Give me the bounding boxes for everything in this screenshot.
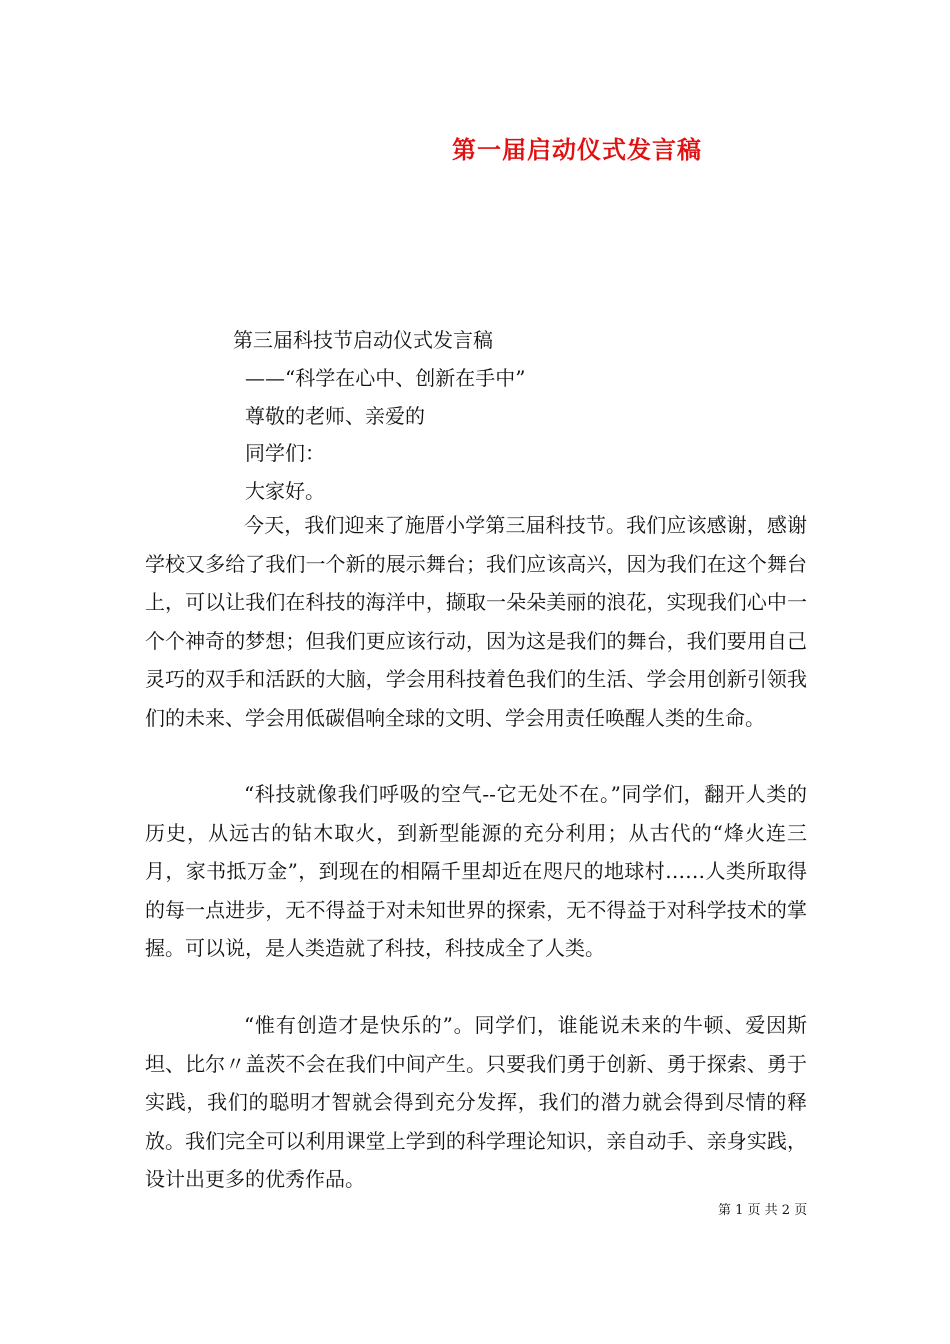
- body-paragraph-3: “惟有创造才是快乐的”。同学们，谁能说未来的牛顿、爱因斯坦、比尔〃盖茨不会在我们中间产生。只要我们勇于创新、勇于探索、勇于实践，我们的聪明才智就会得到充分发挥，我们的潜力就会得到尽情的释放。我们完全可以利用课堂上学到的科学理论知识，亲自动手、亲身实践，设计出更多的优秀作品。: [145, 1013, 807, 1191]
- salutation-line-2: 同学们：: [245, 441, 325, 465]
- page-number-footer: 第 1 页 共 2 页: [718, 1203, 808, 1218]
- speech-heading: 第三届科技节启动仪式发言稿: [233, 328, 493, 352]
- salutation-line-1: 尊敬的老师、亲爱的: [245, 404, 425, 428]
- body-paragraph-2: “科技就像我们呼吸的空气--它无处不在。”同学们，翻开人类的历史，从远古的钻木取火，到新型能源的充分利用；从古代的“烽火连三月，家书抵万金”，到现在的相隔千里却近在咫尺的地球村……人类所取得的每一点进步，无不得益于对未知世界的探索，无不得益于对科学技术的掌握。可以说，是人类造就了科技，科技成全了人类。: [145, 782, 807, 960]
- greeting-line: 大家好。: [245, 479, 325, 503]
- speech-subtitle: ——“科学在心中、创新在手中”: [245, 366, 526, 390]
- document-title: 第一届启动仪式发言稿: [452, 135, 702, 164]
- body-paragraph-1: 今天，我们迎来了施厝小学第三届科技节。我们应该感谢，感谢学校又多给了我们一个新的展示舞台；我们应该高兴，因为我们在这个舞台上，可以让我们在科技的海洋中，撷取一朵朵美丽的浪花，实现我们心中一个个神奇的梦想；但我们更应该行动，因为这是我们的舞台，我们要用自己灵巧的双手和活跃的大脑，学会用科技着色我们的生活、学会用创新引领我们的未来、学会用低碳倡响全球的文明、学会用责任唤醒人类的生命。: [145, 513, 807, 730]
